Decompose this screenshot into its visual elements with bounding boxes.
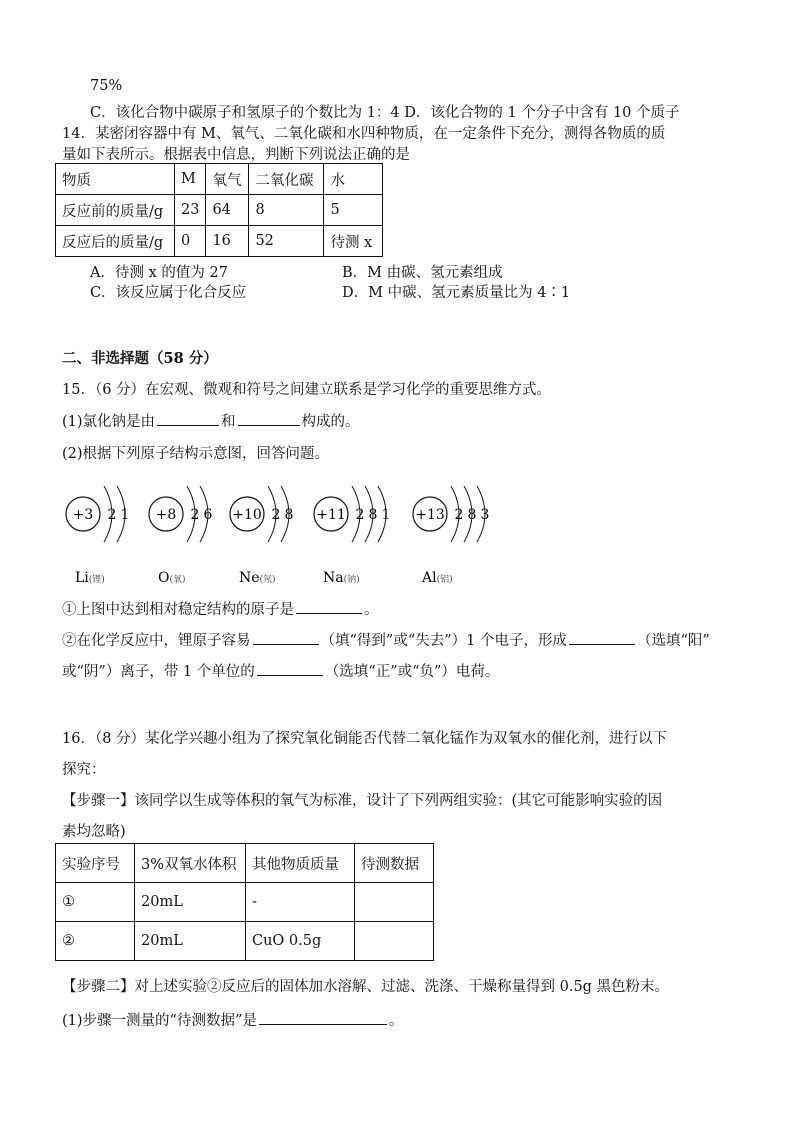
electron-count: 2 [107, 507, 117, 523]
q15-q2-text-b: （填“得到”或“失去”）1 个电子，形成 [320, 633, 567, 649]
q15-part1 [62, 410, 360, 431]
table-header-cell: 其他物质质量 [246, 844, 355, 883]
electron-count: 8 [467, 507, 477, 523]
element-label: Al(铝) [422, 570, 453, 586]
q15-q2-text-e: （选填“正”或“负”）电荷。 [324, 664, 500, 680]
q16-stem-line1: 16．（8 分）某化学兴趣小组为了探究氧化铜能否代替二氧化锰作为双氧水的催化剂，进行以下 [62, 731, 668, 747]
q15-part1-text-a: (1)氯化钠是由 [62, 414, 156, 430]
q16-q1-text: (1)步骤一测量的“待测数据”是 [62, 1013, 257, 1029]
q15-question1 [62, 598, 379, 619]
electron-count: 2 [271, 507, 281, 523]
q15-q2-text-c: （选填“阳” [637, 633, 710, 649]
atom-diagram-o [149, 486, 213, 586]
q16-question1 [62, 1009, 403, 1030]
table-cell: ② [56, 922, 135, 961]
table-header-cell: 水 [324, 164, 383, 195]
q15-part1-text-c: 构成的。 [301, 414, 360, 430]
table-cell [355, 883, 434, 922]
q14-option-a: A．待测 x 的值为 27 [90, 265, 228, 281]
q15-question2-line2 [62, 660, 499, 681]
answer-blank[interactable] [296, 599, 362, 614]
q16-step2: 【步骤二】对上述实验②反应后的固体加水溶解、过滤、洗涤、干燥称量得到 0.5g 黑色粉末。 [62, 979, 670, 995]
section-title: 二、非选择题（58 分） [62, 350, 218, 367]
atom-diagram-ne [230, 486, 293, 586]
table-header-cell: 3%双氧水体积 [135, 844, 246, 883]
table-row [56, 883, 434, 922]
nucleus-charge: +10 [232, 507, 262, 523]
table-header-cell: 二氧化碳 [249, 164, 324, 195]
electron-count: 2 [190, 507, 200, 523]
q14-option-d: D．M 中碳、氢元素质量比为 4∶1 [342, 285, 571, 301]
table-header-cell: 实验序号 [56, 844, 135, 883]
table-header-row [56, 844, 434, 883]
q15-q2-text-d: 或“阴”）离子，带 1 个单位的 [62, 664, 255, 680]
element-label: O(氧) [158, 570, 186, 586]
electron-count: 1 [381, 507, 391, 523]
table-cell: ① [56, 883, 135, 922]
line-75-percent: 75% [90, 78, 123, 94]
q14-option-c: C．该反应属于化合反应 [90, 285, 247, 301]
q15-part2: (2)根据下列原子结构示意图，回答问题。 [62, 446, 330, 462]
atom-diagram-li [66, 486, 129, 586]
table-cell: 8 [249, 195, 324, 226]
q15-q1-end: 。 [364, 602, 379, 618]
q14-mass-table [55, 163, 383, 257]
electron-count: 2 [355, 507, 365, 523]
table-cell: CuO 0.5g [246, 922, 355, 961]
nucleus-charge: +11 [316, 507, 346, 523]
answer-blank[interactable] [569, 630, 635, 645]
table-cell: 0 [175, 226, 206, 257]
q16-step1-line2: 素均忽略) [62, 824, 126, 840]
q15-q1-text: ①上图中达到相对稳定结构的原子是 [62, 602, 294, 618]
table-header-cell: 氧气 [206, 164, 249, 195]
table-cell: 待测 x [324, 226, 383, 257]
element-label: Li(锂) [75, 570, 105, 586]
atom-structure-diagrams [55, 472, 555, 607]
answer-blank[interactable] [257, 661, 323, 676]
q14-option-b: B．M 由碳、氢元素组成 [342, 265, 503, 281]
nucleus-charge: +8 [155, 507, 177, 523]
table-cell: - [246, 883, 355, 922]
q16-q1-end: 。 [388, 1013, 404, 1029]
element-label: Na(钠) [323, 570, 360, 586]
element-label: Ne(氖) [239, 570, 276, 586]
electron-count: 3 [480, 507, 490, 523]
answer-blank[interactable] [157, 411, 219, 426]
electron-count: 2 [454, 507, 464, 523]
nucleus-charge: +3 [72, 507, 94, 523]
option-c-d-line: C．该化合物中碳原子和氢原子的个数比为 1：4 D．该化合物的 1 个分子中含有 10 个质子 [90, 105, 680, 121]
table-cell: 64 [206, 195, 249, 226]
q16-experiment-table [55, 843, 434, 961]
electron-count: 8 [284, 507, 294, 523]
table-header-cell: 物质 [56, 164, 175, 195]
table-cell: 16 [206, 226, 249, 257]
q14-stem-line2: 量如下表所示。根据表中信息，判断下列说法正确的是 [62, 147, 410, 163]
table-cell: 反应前的质量/g [56, 195, 175, 226]
table-cell: 5 [324, 195, 383, 226]
q15-question2-line1 [62, 629, 710, 650]
table-header-cell: 待测数据 [355, 844, 434, 883]
table-cell [355, 922, 434, 961]
table-row [56, 226, 383, 257]
q15-part1-text-b: 和 [221, 414, 236, 430]
q15-q2-text-a: ②在化学反应中，锂原子容易 [62, 633, 251, 649]
atom-diagram-na [314, 486, 390, 586]
electron-count: 6 [203, 507, 213, 523]
table-cell: 52 [249, 226, 324, 257]
electron-count: 8 [368, 507, 378, 523]
electron-count: 1 [120, 507, 130, 523]
table-cell: 反应后的质量/g [56, 226, 175, 257]
table-header-row [56, 164, 383, 195]
answer-blank[interactable] [253, 630, 319, 645]
table-cell: 23 [175, 195, 206, 226]
q15-stem: 15．（6 分）在宏观、微观和符号之间建立联系是学习化学的重要思维方式。 [62, 382, 552, 398]
q14-stem-line1: 14．某密闭容器中有 M、氧气、二氧化碳和水四种物质，在一定条件下充分，测得各物质的质 [62, 126, 666, 142]
table-cell: 20mL [135, 922, 246, 961]
table-header-cell: M [175, 164, 206, 195]
answer-blank[interactable] [238, 411, 300, 426]
table-cell: 20mL [135, 883, 246, 922]
q16-stem-line2: 探究： [62, 762, 106, 778]
nucleus-charge: +13 [415, 507, 445, 523]
table-row [56, 922, 434, 961]
q16-step1-line1: 【步骤一】该同学以生成等体积的氧气为标准，设计了下列两组实验：(其它可能影响实验的因 [62, 793, 663, 809]
answer-blank[interactable] [259, 1010, 387, 1025]
atom-diagram-al [413, 486, 489, 586]
table-row [56, 195, 383, 226]
